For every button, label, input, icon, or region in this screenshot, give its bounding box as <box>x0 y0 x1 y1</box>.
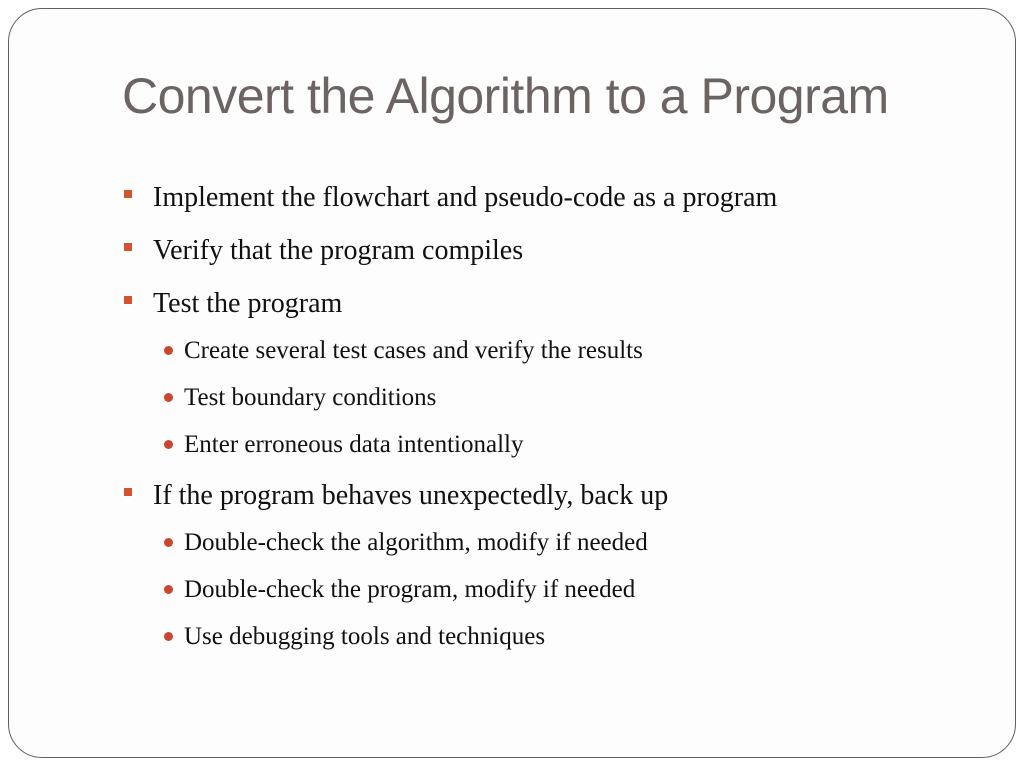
square-bullet-icon <box>124 296 132 304</box>
sub-bullet-item <box>122 528 982 558</box>
bullet-list <box>122 181 982 652</box>
bullet-item <box>122 181 982 215</box>
bullet-text: Verify that the program compiles <box>153 235 524 266</box>
bullet-item <box>122 479 982 513</box>
slide-title: Convert the Algorithm to a Program <box>122 68 889 124</box>
sub-bullet-text: Create several test cases and verify the results <box>184 337 643 364</box>
sub-bullet-text: Double-check the program, modify if needed <box>184 576 636 603</box>
round-bullet-icon <box>164 393 173 402</box>
round-bullet-icon <box>164 440 173 449</box>
bullet-item <box>122 234 982 268</box>
bullet-text: Test the program <box>153 288 343 319</box>
sub-bullet-text: Use debugging tools and techniques <box>184 623 546 650</box>
bullet-text: If the program behaves unexpectedly, back up <box>153 480 669 511</box>
round-bullet-icon <box>164 632 173 641</box>
sub-bullet-item <box>122 336 982 366</box>
sub-bullet-item <box>122 575 982 605</box>
bullet-text: Implement the flowchart and pseudo-code as a program <box>153 182 778 213</box>
sub-bullet-text: Enter erroneous data intentionally <box>184 431 524 458</box>
sub-bullet-item <box>122 383 982 413</box>
sub-bullet-text: Test boundary conditions <box>184 384 437 411</box>
sub-bullet-text: Double-check the algorithm, modify if needed <box>184 529 648 556</box>
round-bullet-icon <box>164 585 173 594</box>
sub-bullet-item <box>122 622 982 652</box>
square-bullet-icon <box>124 190 132 198</box>
square-bullet-icon <box>124 488 132 496</box>
slide-frame <box>8 8 1016 758</box>
round-bullet-icon <box>164 346 173 355</box>
round-bullet-icon <box>164 538 173 547</box>
bullet-item <box>122 287 982 321</box>
square-bullet-icon <box>124 243 132 251</box>
sub-bullet-item <box>122 430 982 460</box>
